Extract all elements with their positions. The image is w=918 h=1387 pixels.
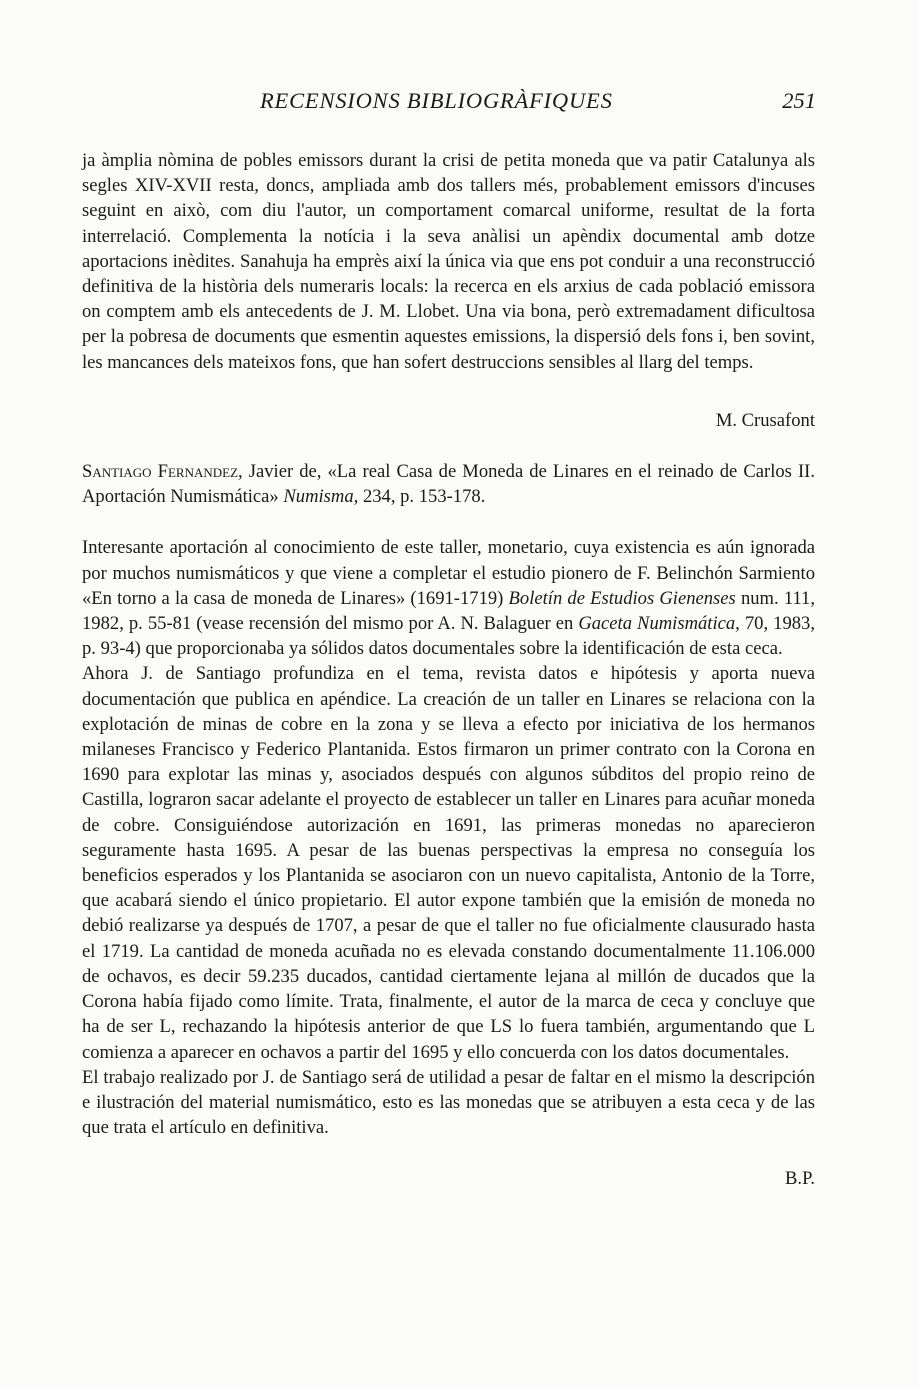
citation-journal: Numisma, (283, 486, 359, 508)
citation-details: 234, p. 153-178. (358, 486, 486, 508)
review1-signature: M. Crusafont (715, 409, 815, 431)
review2-paragraph-3: El trabajo realizado por J. de Santiago será de utilidad a pesar de faltar en el mismo la descripción e ilustración del material numismático, esto es las monedas que se atribuyen a esta ceca y de las que trata el artículo en definitiva. (82, 1066, 815, 1139)
p1-text-e: 70, 1983, p. 93-4) que proporcionaba ya sólidos datos documentales sobre la identificación de esta ceca. (82, 613, 816, 660)
running-title: RECENSIONS BIBLIOGRÀFIQUES (260, 88, 613, 113)
review2-paragraph-2: Ahora J. de Santiago profundiza en el tema, revista datos e hipótesis y aporta nueva documentación que publica en apéndice. La creación de un taller en Linares se relaciona con la explotación de minas de cobre en la zona y se lleva a efecto por iniciativa de los hermanos milaneses Francisco y Federico Plantanida. Estos firmaron un primer contrato con la Corona en 1690 para explotar las minas y, asociados después con algunos súbditos del propio reino de Castilla, lograron sacar adelante el proyecto de establecer un taller en Linares para acuñar moneda de cobre. Consiguiéndose autorización en 1691, las primeras monedas no aparecieron seguramente hasta 1695. A pesar de las buenas perspectivas la empresa no conseguía los beneficios esperados y los Plantanida se asociaron con un nuevo capitalista, Antonio de la Torre, que acabará siendo el único propietario. El autor expone también que la emisión de moneda no debió realizarse ya después de 1707, a pesar de que el taller no fue oficialmente clausurado hasta el 1719. La cantidad de moneda acuñada no es elevada constando documentalmente 11.106.000 de ochavos, es decir 59.235 ducados, cantidad ciertamente lejana al millón de ducados que la Corona había fijado como límite. Trata, finalmente, el autor de la marca de ceca y concluye que ha de ser L, rechazando la hipótesis anterior de que LS lo fuera también, argumentando que L comienza a aparecer en ochavos a partir del 1695 y ello concuerda con los datos documentales. (82, 663, 815, 1063)
p1-text-a: Interesante aportación al conocimiento de este taller, monetario, cuya existencia es aún ignorada por muchos numismáticos y que viene a completar el estudio pionero de F. Belinchón Sarmiento «En torno a la casa de moneda de Linares» (1691-1719) (82, 537, 815, 609)
citation-title: , Javier de, «La real Casa de Moneda de Linares en el reinado de Carlos II. Aportación Numismática» (82, 461, 816, 508)
review2-signature: B.P. (785, 1168, 815, 1190)
review1-paragraph: ja àmplia nòmina de pobles emissors durant la crisi de petita moneda que va patir Catalunya als segles XIV-XVII resta, doncs, ampliada amb dos tallers més, probablement emissors d'incuses seguint en això, com diu l'autor, un comportament comarcal uniforme, resultat de la forta interrelació. Complementa la notícia i la seva anàlisi un apèndix documental amb dotze aportacions inèdites. Sanahuja ha emprès així la única via que ens pot conduir a una reconstrucció definitiva de la història dels numeraris locals: la recerca en els arxius de cada població emissora on comptem amb els antecedents de J. M. Llobet. Una via bona, però extremadament dificultosa per la pobresa de documents que esmentin aquestes emissions, la dispersió dels fons i, ben sovint, les mancances dels mateixos fons, que han sofert destruccions sensibles al llarg del temps. (82, 150, 815, 373)
p1-text-c: num. 111, 1982, p. 55-81 (vease recensión del mismo por A. N. Balaguer en (82, 587, 816, 635)
page-header (82, 88, 816, 122)
review2-citation (82, 459, 815, 509)
page-body (82, 148, 815, 1192)
citation-author: Santiago Fernandez (82, 461, 239, 483)
p1-journal-boletin: Boletín de Estudios Gienenses (508, 587, 736, 609)
p1-journal-gaceta: Gaceta Numismática, (578, 613, 740, 635)
page-number: 251 (782, 88, 816, 113)
review2-paragraph-1 (82, 535, 815, 661)
